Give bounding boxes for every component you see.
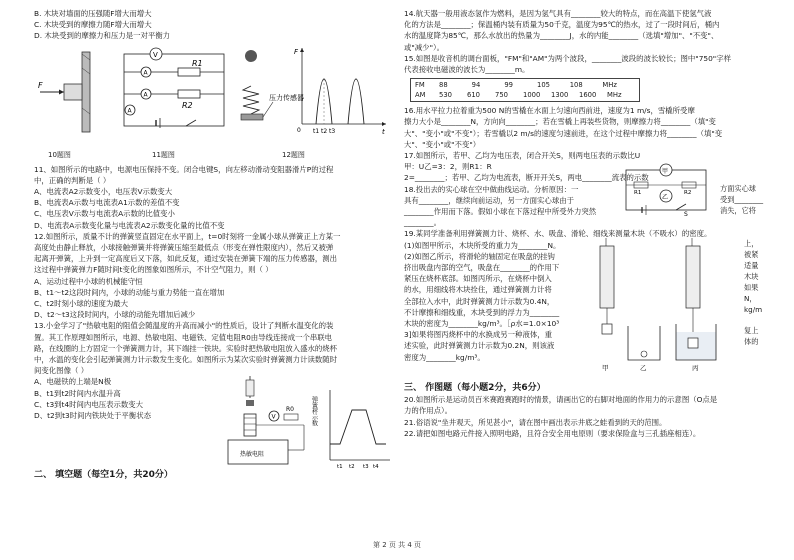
fig-bing-label: 丙 [692, 363, 699, 372]
q10-option-b: B. 木块对墙面的压强随F增大而增大 [34, 9, 152, 18]
q21-line: 21.俗语说"坐井观天，所见甚小"，请在图中画出表示井底之蛙看到的天的范围。 [404, 417, 667, 427]
q19-side-9: 体的 [744, 336, 759, 346]
beaker-yi-icon [628, 326, 660, 360]
q14-line-3: 水的温度降为85℃，那么水放出的热量为________J，水的内能________（选填"增加"、"不变"、 [404, 31, 719, 41]
q12-line-2: 高度处由静止释放，小球接触弹簧并将弹簧压缩至最低点（形变在弹性限度内），然后又被弹 [34, 243, 334, 253]
section-3-heading: 三、 作图题（每小题2分，共6分） [404, 382, 546, 393]
q14-line-1: 14.航天器一般用液态氢作为燃料，是因为氢气具有________较大的特点，而在高温下使氢气液 [404, 9, 712, 18]
q19-side-8: 复上 [744, 325, 759, 335]
q13-t2: t2 [349, 464, 355, 471]
q19-block [404, 238, 776, 372]
q19-line-12: 密度为________kg/m³。 [404, 352, 485, 362]
q19-line-5: 紧压在烧杯底部。如图丙所示，在烧杯中倒入 [404, 274, 552, 284]
fm-row [415, 80, 635, 90]
q15-line-1: 15.如图是收音机的调台面板，"FM"和"AM"为两个波段，________波段的波长较长；图中"750"字样 [404, 53, 731, 63]
q16-line-4: 大"、"变小"或"不变"） [404, 139, 481, 149]
q19-side-1: 上， [744, 238, 759, 248]
q19-figure [598, 238, 752, 376]
am-unit: MHz [607, 91, 622, 100]
q10-option-d: D. 木块受到的摩擦力和压力是一对平衡力 [34, 31, 171, 41]
q20-line-2: 力的作用点）。 [404, 406, 453, 416]
fm-unit: MHz [602, 81, 617, 90]
q15-line-2: 代表接收电磁波的波长为________m。 [404, 65, 530, 75]
scale-bing-icon [686, 246, 700, 308]
am-tick: 750 [495, 91, 508, 100]
am-label: AM [415, 91, 426, 100]
q11-option-d: D、电流表A示数变化量与电流表A2示数变化量的比值不变 [34, 220, 225, 230]
q17-line-1: 17.如图所示，若甲、乙均为电压表，闭合开关S，则两电压表的示数比U甲：U乙=3：2，则R1：R [404, 151, 641, 172]
q13-option-a: A、电磁铁的上端是N极 [34, 377, 112, 387]
wood-block-icon [602, 324, 612, 334]
graph-t1: t1 [313, 127, 320, 135]
q13-reading-curve [330, 410, 386, 444]
meter-yi-label: 乙 [662, 194, 669, 202]
svg-text:A: A [143, 69, 148, 77]
q18-line-4: ________。 [404, 218, 441, 228]
graph-t3: t3 [329, 127, 336, 135]
am-tick: 1000 [523, 91, 541, 100]
force-curve-1 [316, 79, 332, 124]
q17-circuit [620, 160, 710, 218]
q18-side-text [720, 183, 763, 216]
q19-side-7: kg/m [744, 304, 763, 314]
q19-side-6: N， [744, 293, 757, 303]
q18-side-2: 受到________ [720, 195, 764, 205]
fig11-circuit [116, 44, 234, 140]
q19-line-2: (1)如图甲所示，木块所受的重力为________N。 [404, 240, 561, 250]
q13-graph-label: 弹簧秤示数 [310, 396, 318, 427]
q13-line-2: 置。其工作原理如图所示，电源、热敏电阻、电磁铁、定值电阻R0由导线连接成一个串联电 [34, 332, 333, 342]
q19-side-4: 木块 [744, 271, 759, 281]
svg-text:A: A [127, 107, 132, 115]
q13-line-5: 间变化图像（ ） [34, 366, 89, 376]
am-tick: 1600 [579, 91, 597, 100]
q19-line-10: 3]如果将图丙烧杯中的水换成另一种液体，重 [404, 330, 553, 340]
q12-option-b: B、t1～t2这段时间内，小球的动能与重力势能一直在增加 [34, 287, 225, 297]
q19-side-2: 被紧 [744, 249, 759, 259]
q13-figure [214, 370, 392, 470]
q19-line-8: 不计摩擦和细线重，木块受到的浮力为________ [404, 307, 560, 317]
q14-line-2: 化的方法是________；保温桶内装有质量为50千克，温度为95℃的热水，过了一段时间后，桶内 [404, 20, 720, 30]
q11-option-c: C、电压表V示数与电流表A示数的比值变小 [34, 209, 175, 219]
page-footer: 第 2 页 共 4 页 [372, 541, 422, 549]
fig12-graph [296, 44, 392, 140]
fig11-r1-label: R1 [192, 58, 203, 68]
meter-jia-label: 甲 [662, 168, 669, 176]
fm-tick: 108 [569, 81, 583, 90]
q19-line-7: 全部拉入水中，此时弹簧测力计示数为0.4N， [404, 296, 555, 306]
q19-line-6: 的水，用细线将木块拴住，通过弹簧测力计将 [404, 285, 552, 295]
spring-scale-icon [246, 380, 254, 396]
fig10-force-label: F [38, 80, 43, 90]
q19-side-5: 如果 [744, 282, 759, 292]
q17-line-2: 2=________；若甲、乙均为电流表，断开开关S，两电________流表的示数 [404, 173, 649, 183]
sensor-label: 压力传感器 [269, 93, 304, 102]
q13-t3: t3 [363, 464, 369, 471]
graph-t2: t2 [321, 127, 328, 135]
ball-icon [245, 50, 257, 62]
q18-line-1: 18.投出去的实心球在空中做曲线运动。分析原因：一 [404, 184, 579, 194]
fm-label: FM [415, 81, 425, 90]
fm-tick: 88 [439, 81, 448, 90]
fm-tick: 105 [537, 81, 550, 90]
q11-line-2: 中，正确的判断是（ ） [34, 175, 111, 185]
right-column [404, 8, 776, 439]
q13-option-d: D、t2到t3时间内铁块处于平衡状态 [34, 411, 151, 421]
q13-options-with-figure [34, 376, 394, 471]
fig10-diagram [34, 48, 104, 138]
fm-tick: 99 [504, 81, 513, 90]
fig11-caption: 11题图 [152, 151, 175, 160]
q13-option-c: C、t3到t4时间内电压表示数变大 [34, 399, 144, 409]
scale-jia-icon [600, 246, 614, 308]
am-tick: 530 [439, 91, 452, 100]
q17-r2: R2 [684, 190, 692, 197]
q18-side-1: 方面实心球 [720, 184, 756, 194]
fig12-caption: 12题图 [282, 151, 305, 160]
q19-line-4: 挤出吸盘内部的空气，吸盘在________的作用下 [404, 263, 560, 273]
graph-origin: 0 [297, 126, 301, 134]
q18-line-3: ________作用而下落。假如小球在下落过程中所受外力突然 [404, 207, 597, 217]
q16-line-3: 大"、"变小"或"不变"）；若雪橇以2 m/s的速度匀速前进，在这个过程中摩擦力将________（填"变 [404, 128, 723, 138]
q12-option-a: A、运动过程中小球的机械能守恒 [34, 276, 143, 286]
graph-axis-t: t [382, 127, 385, 136]
q19-side-3: 适量 [744, 260, 759, 270]
fm-tick: 94 [471, 81, 481, 90]
fig-yi-label: 乙 [640, 363, 647, 372]
q13-option-b: B、t1到t2时间内水温升高 [34, 388, 121, 398]
q17-switch-label: S [684, 211, 688, 219]
q10-option-c: C. 木块受到的摩擦力随F增大而增大 [34, 20, 152, 30]
figures-10-12 [34, 44, 394, 162]
q13-t4: t4 [373, 464, 379, 471]
q16-line-1: 16.用水平拉力拉着重为500 N的雪橇在水面上匀速向西前进，速度为1 m/s，雪橇所受摩 [404, 106, 695, 116]
q19-side-text [744, 238, 776, 347]
q13-t1: t1 [337, 464, 343, 471]
q17-r1: R1 [634, 190, 642, 197]
q20-line-1: 20.如图所示是运动员百米赛跑赛跑时的情景，请画出它的右脚对地面的作用力的示意图（O点是 [404, 395, 718, 405]
fig-jia-label: 甲 [602, 363, 609, 372]
coil-icon [244, 414, 256, 436]
q12-line-1: 12.如图所示，质量不计的弹簧竖直固定在水平面上，t=0时刻将一金属小球从弹簧正上方某一 [34, 231, 341, 241]
pulley-icon [641, 351, 647, 357]
force-curve-2 [348, 79, 364, 124]
q22-line: 22.请把如图电路元件接入照明电路，且符合安全用电原则（要求保险盒与三孔插座相连）。 [404, 428, 701, 438]
q18-line-2: 具有________，继续向前运动，另一方面实心球由于 [404, 195, 574, 205]
q19-line-11: 述实验，此时弹簧测力计示数为0.2N，则该液 [404, 341, 555, 351]
svg-text:V: V [153, 50, 158, 59]
q11-line-1: 11、如图所示的电路中，电源电压保持不变。闭合电键S，向左移动滑动变阻器滑片P的过程 [34, 164, 334, 174]
spring-icon [243, 86, 259, 114]
iron-block-icon [246, 400, 254, 406]
q12-option-c: C、t2时刻小球的速度为最大 [34, 299, 129, 309]
section-2-heading: 二、 填空题（每空1分，共20分） [34, 470, 173, 481]
am-tick: 610 [467, 91, 480, 100]
q13-line-3: 路，在线圈的上方固定一个弹簧测力计，其下端挂一铁块。实验时把热敏电阻放入盛水的烧杯 [34, 343, 338, 353]
fig10-caption: 10题图 [48, 151, 71, 160]
graph-axis-f: F [294, 47, 299, 56]
q13-line-4: 中，水温的变化会引起弹簧测力计示数发生变化。如图所示为某次实验时弹簧测力计读数随时 [34, 355, 338, 365]
q12-line-3: 起离开弹簧，上升到一定高度后又下落，如此反复，通过安装在弹簧下端的压力传感器，测出 [34, 254, 338, 264]
switch-icon [186, 120, 196, 126]
thermistor-label: 热敏电阻 [240, 451, 265, 459]
q18-side-3: 消失，它将 [720, 206, 756, 216]
q16-line-2: 擦力大小是________N，方向向________；若在雪橇上再装些货物，则摩擦力将________（填"变 [404, 117, 716, 127]
q11-option-a: A、电流表A2示数变小，电压表V示数变大 [34, 187, 173, 197]
q13-line-1: 13.小金学习了"热敏电阻的阻值会随温度的升高而减小"的性质后，设计了判断水温变化的装 [34, 321, 334, 331]
q14-line-4: 或"减少"）。 [404, 42, 445, 52]
fig11-r2-label: R2 [182, 100, 193, 110]
fig12-spring [239, 44, 304, 140]
left-column [34, 8, 394, 482]
am-row [415, 90, 635, 100]
q17-q18-block [404, 150, 776, 228]
q12-line-4: 这过程中弹簧弹力F随时间t变化的图象如图所示，不计空气阻力，则（ ） [34, 265, 273, 275]
q19-line-3: (2)如图乙所示，将滑轮的轴固定在吸盘的挂钩 [404, 251, 555, 261]
q12-option-d: D、t2～t3这段时间内，小球的动能先增加后减少 [34, 310, 196, 320]
q11-option-b: B、电流表A示数与电流表A1示数的差值不变 [34, 198, 180, 208]
am-tick: 1300 [551, 91, 569, 100]
svg-text:V: V [271, 413, 276, 421]
q19-line-1: 19.某同学准备利用弹簧测力计、烧杯、水、吸盘、滑轮、细线来测量木块（不吸水）的密度。 [404, 229, 712, 239]
q19-line-9: 木块的密度为________kg/m³。［ρ水=1.0×10³ [404, 319, 560, 329]
svg-text:A: A [143, 91, 148, 99]
radio-dial-panel [410, 78, 640, 102]
q13-r0-label: R0 [286, 406, 294, 414]
